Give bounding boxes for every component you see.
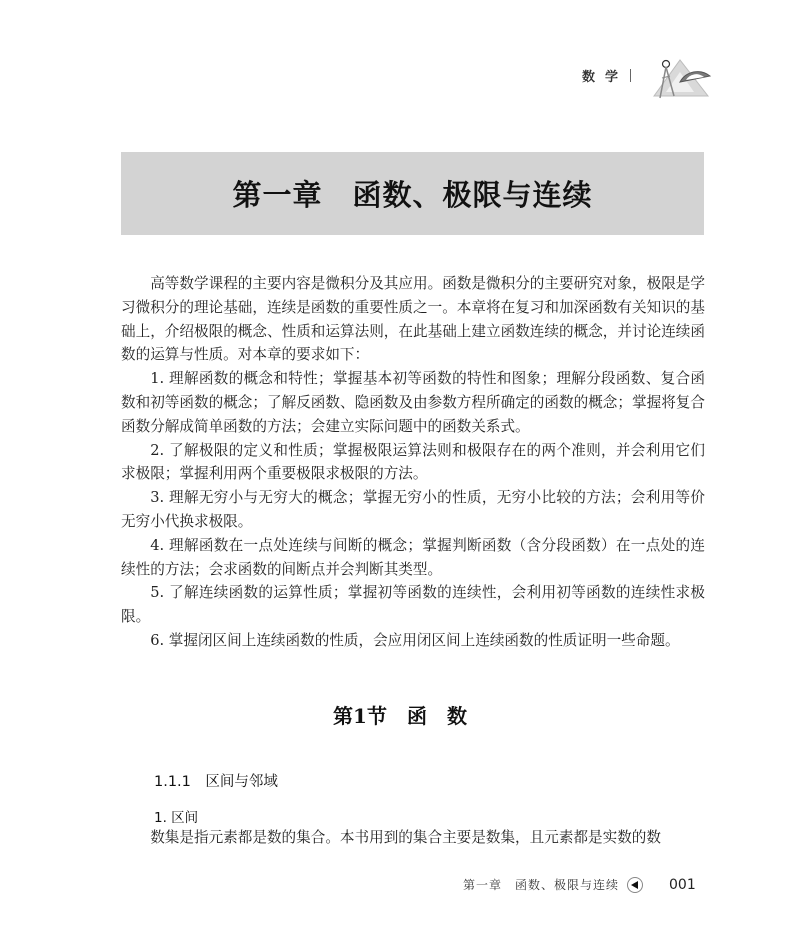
requirement-item-2: 2. 了解极限的定义和性质；掌握极限运算法则和极限存在的两个准则，并会利用它们求极限；掌握利用两个重要极限求极限的方法。 xyxy=(121,441,705,483)
requirement-item-4: 4. 理解函数在一点处连续与间断的概念；掌握判断函数（含分段函数）在一点处的连续性的方法；会求函数的间断点并会判断其类型。 xyxy=(121,536,705,578)
subsection-title: 1.1.1 区间与邻域 xyxy=(154,774,278,790)
subject-label: 数学 xyxy=(582,70,629,85)
footer-chapter-ref: 第一章 函数、极限与连续 xyxy=(463,878,620,892)
body-paragraph: 数集是指元素都是数的集合。本书用到的集合主要是数集，且元素都是实数的数 xyxy=(150,829,661,846)
requirement-item-5: 5. 了解连续函数的运算性质；掌握初等函数的连续性，会利用初等函数的连续性求极限。 xyxy=(121,584,705,626)
requirement-item-6: 6. 掌握闭区间上连续函数的性质，会应用闭区间上连续函数的性质证明一些命题。 xyxy=(150,631,680,649)
left-arrow-icon xyxy=(627,877,643,893)
running-header xyxy=(582,66,631,85)
chapter-banner xyxy=(121,152,704,235)
subsubsection-title: 1. 区间 xyxy=(154,810,199,826)
geometry-tools-icon xyxy=(650,52,712,102)
header-separator xyxy=(630,69,631,82)
chapter-title: 第一章 函数、极限与连续 xyxy=(232,178,593,212)
chapter-intro xyxy=(121,272,705,653)
requirement-item-3: 3. 理解无穷小与无穷大的概念；掌握无穷小的性质，无穷小比较的方法；会利用等价无穷小代换求极限。 xyxy=(121,489,705,530)
page-number: 001 xyxy=(669,876,696,893)
page-footer xyxy=(463,876,696,893)
intro-paragraph: 高等数学课程的主要内容是微积分及其应用。函数是微积分的主要研究对象，极限是学习微积分的理论基础，连续是函数的重要性质之一。本章将在复习和加深函数有关知识的基础上，介绍极限的概念、性质和运算法则，在此基础上建立函数连续的概念，并讨论连续函数的运算与性质。对本章的要求如下： xyxy=(121,275,705,364)
requirement-item-1: 1. 理解函数的概念和特性；掌握基本初等函数的特性和图象；理解分段函数、复合函数和初等函数的概念；了解反函数、隐函数及由参数方程所确定的函数的概念；掌握将复合函数分解成简单函数的方法；会建立实际问题中的函数关系式。 xyxy=(121,370,705,435)
section-title: 第1节 函 数 xyxy=(333,704,467,728)
